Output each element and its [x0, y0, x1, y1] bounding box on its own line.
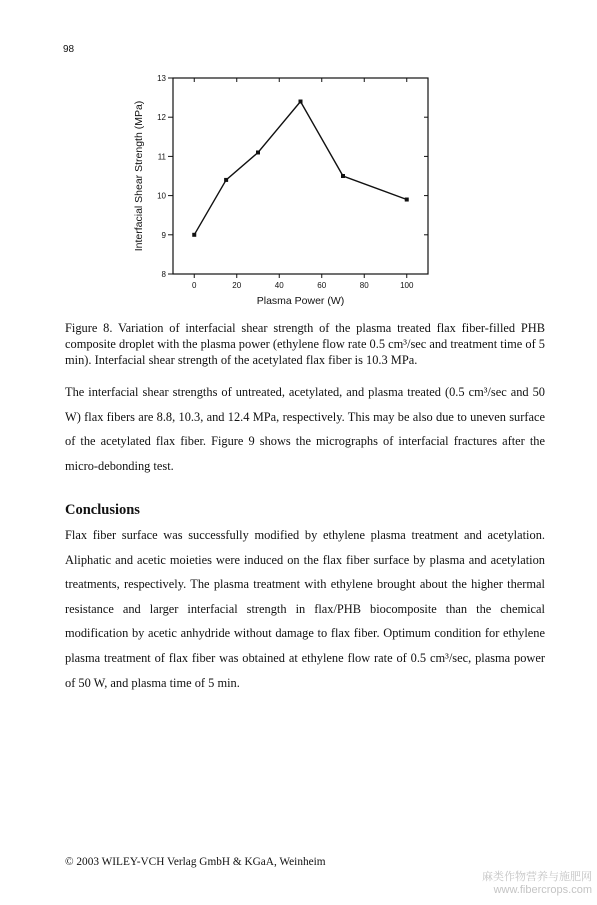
x-tick-label: 100	[400, 281, 414, 290]
data-point	[299, 100, 303, 104]
watermark-line: 麻类作物营养与施肥网	[482, 871, 592, 883]
data-point	[224, 178, 228, 182]
figure-caption: Figure 8. Variation of interfacial shear strength of the plasma treated flax fiber-filled PHB composite droplet with the plasma power (ethylene flow rate 0.5 cm³/sec and treatment time of 5 min). Interfacial shear strength of the acetylated flax fiber is 10.3 MPa.	[65, 321, 545, 367]
y-tick-label: 12	[157, 113, 166, 123]
body-paragraph: Flax fiber surface was successfully modified by ethylene plasma treatment and acetylation. Aliphatic and acetic moieties were induced on the flax fiber surface by plasma and acetylation treatments, respectively. The plasma treatment with ethylene brought about the higher thermal resistance and larger interfacial strength in flax/PHB biocomposite than the chemical modification by acetic anhydride without damage to flax fiber. Optimum condition for ethylene plasma treatment of flax fiber was obtained at ethylene flow rate of 0.5 cm³/sec, plasma power of 50 W, and plasma time of 5 min.	[65, 528, 545, 690]
line-chart	[128, 68, 448, 308]
x-tick-label: 60	[317, 281, 327, 290]
x-tick-label: 80	[359, 281, 369, 290]
copyright-footer: © 2003 WILEY-VCH Verlag GmbH & KGaA, Weinheim	[65, 856, 326, 868]
y-tick-label: 10	[157, 191, 166, 201]
series-line	[194, 102, 407, 235]
y-tick-label: 11	[157, 152, 166, 162]
data-point	[256, 150, 260, 154]
body-paragraph: The interfacial shear strengths of untreated, acetylated, and plasma treated (0.5 cm³/sec and 50 W) flax fibers are 8.8, 10.3, and 12.4 MPa, respectively. This may be also due to uneven surface of the acetylated flax fiber. Figure 9 shows the micrographs of interfacial fractures after the micro-debonding test.	[65, 385, 545, 473]
data-point	[341, 174, 345, 178]
y-axis-label: Interfacial Shear Strength (MPa)	[133, 100, 145, 252]
y-tick-label: 8	[161, 270, 166, 279]
section-heading: Conclusions	[65, 502, 140, 518]
data-point	[405, 198, 409, 202]
watermark-line: www.fibercrops.com	[493, 884, 592, 896]
plot-frame	[173, 78, 428, 274]
x-axis-label: Plasma Power (W)	[256, 295, 345, 307]
watermark	[452, 871, 592, 897]
y-tick-label: 9	[161, 230, 166, 240]
data-point	[192, 233, 196, 237]
x-tick-label: 0	[192, 281, 197, 290]
x-tick-label: 20	[232, 281, 242, 290]
y-tick-label: 13	[157, 74, 166, 83]
page-number: 98	[63, 44, 75, 55]
x-tick-label: 40	[274, 281, 284, 290]
